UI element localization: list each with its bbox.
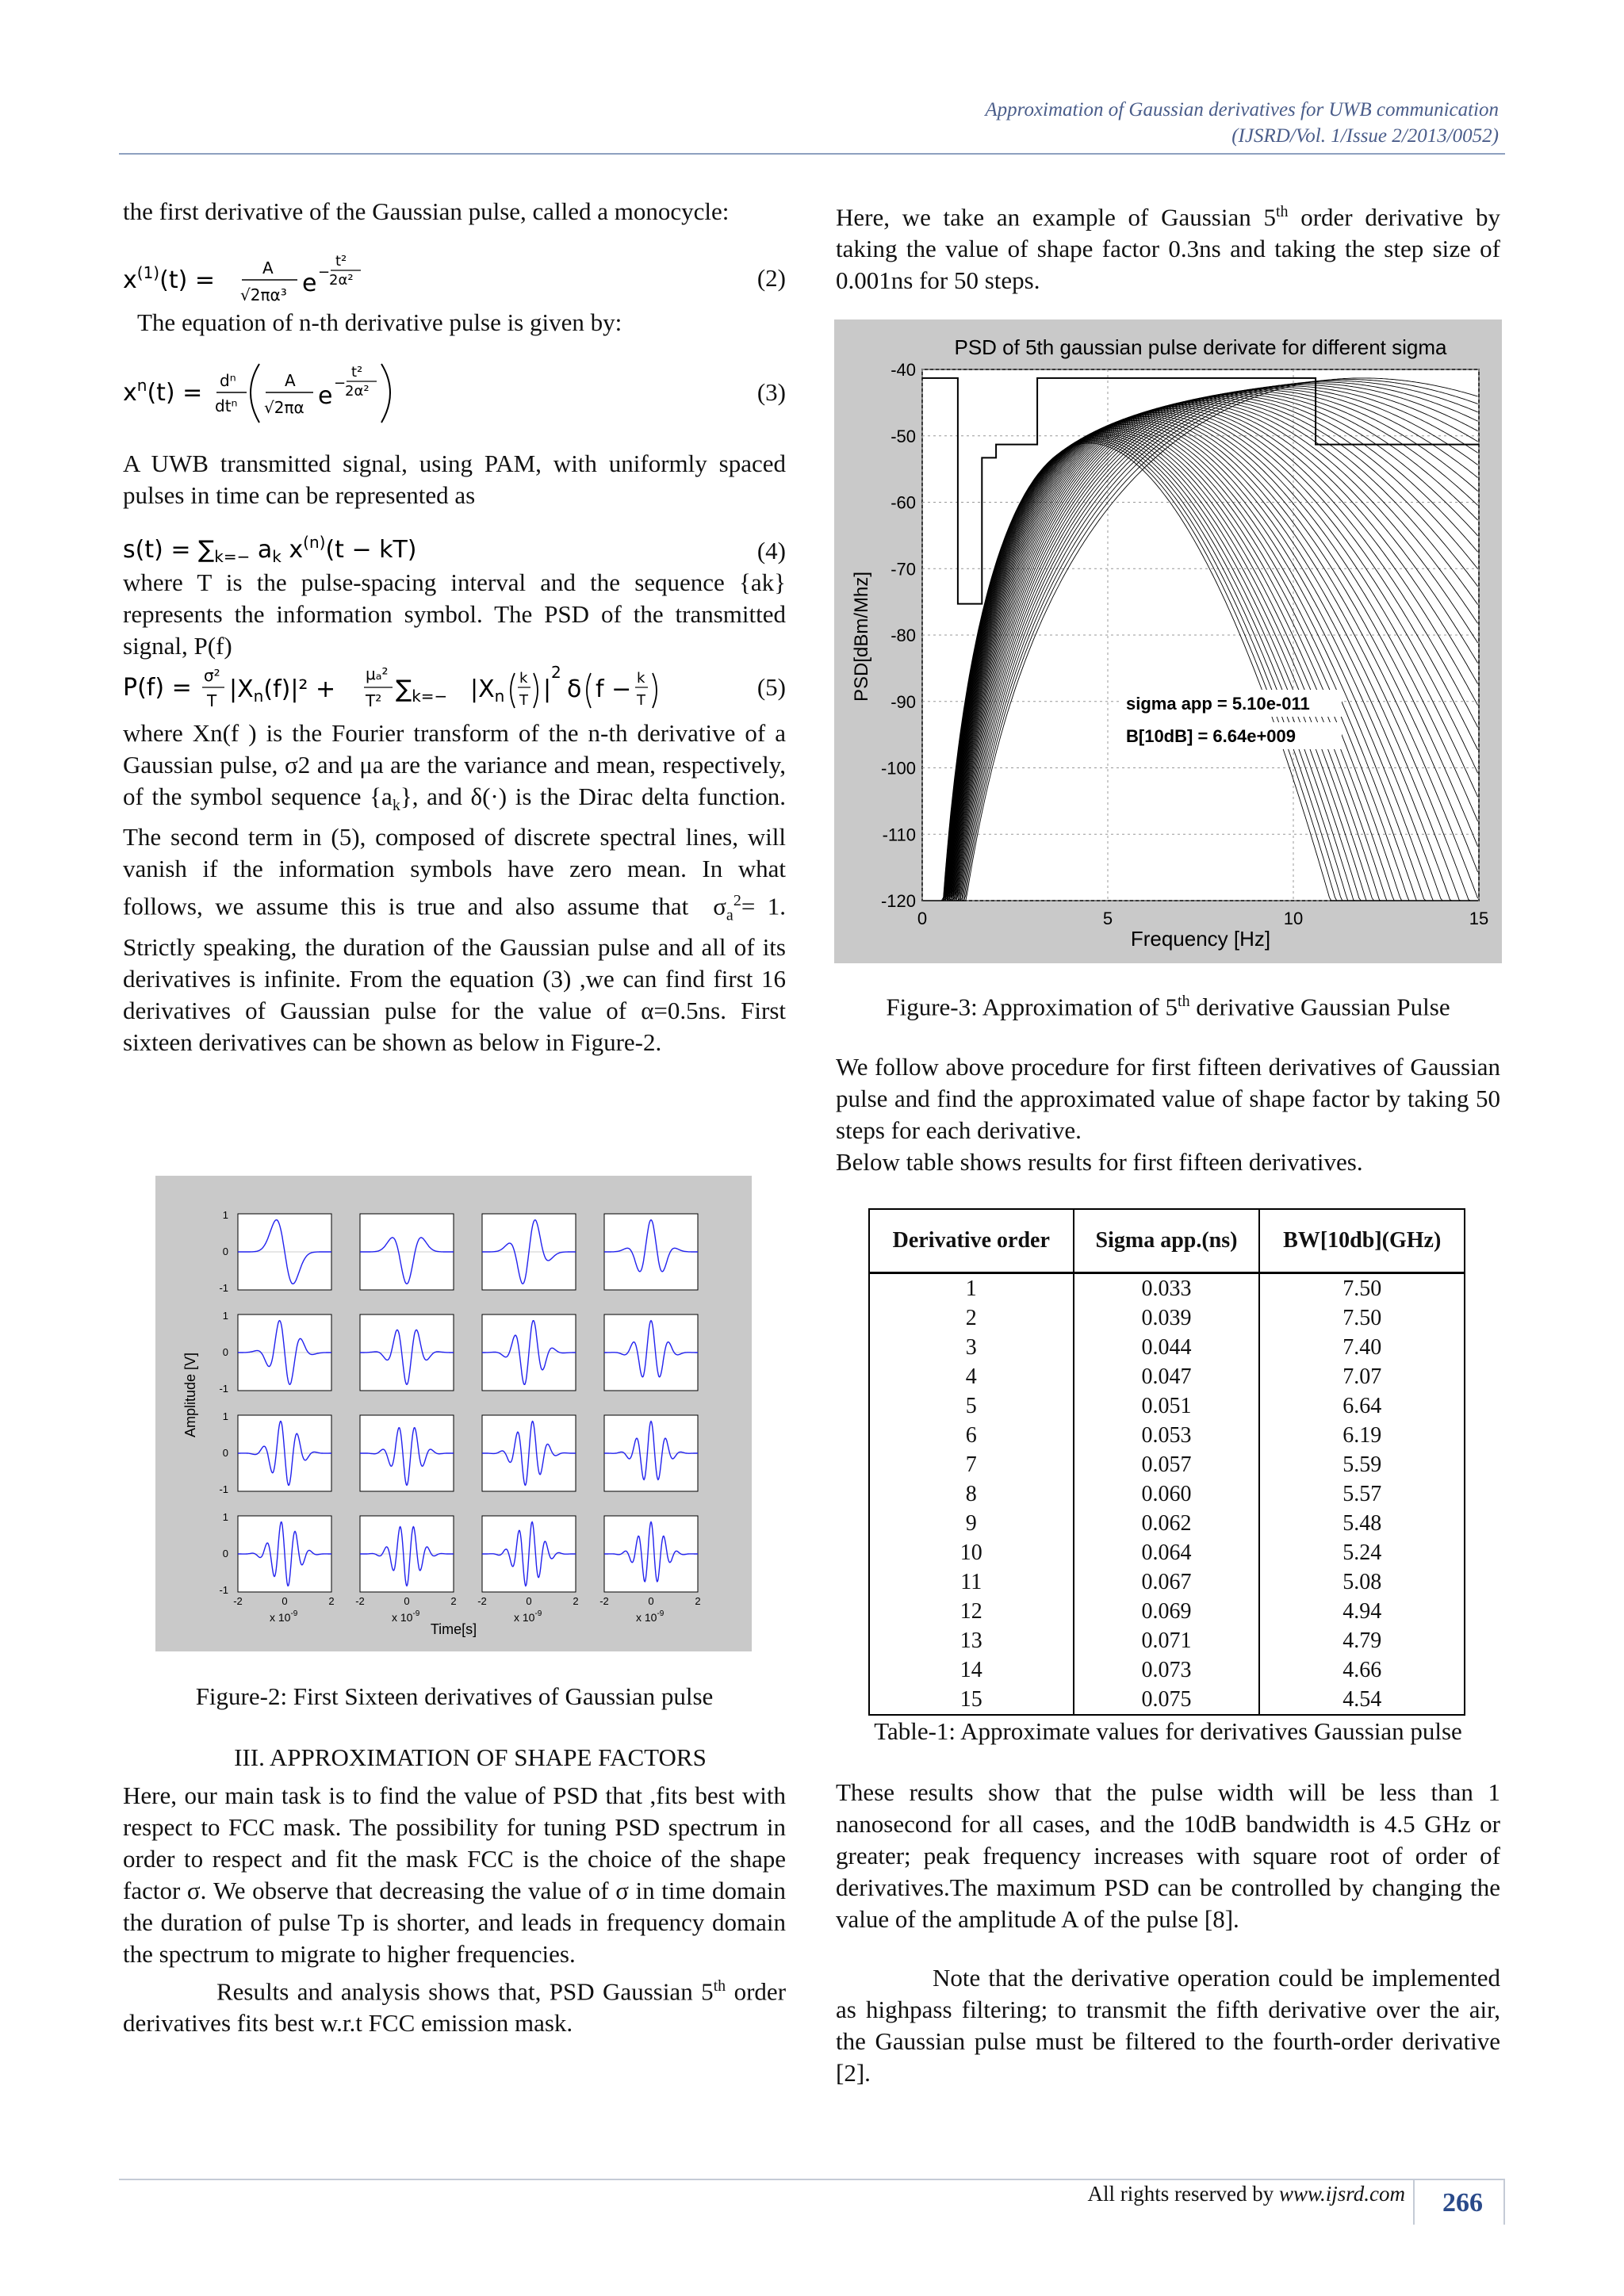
table-row [869,1597,1465,1626]
table-cell: 5.59 [1259,1450,1465,1479]
subplot-ytick-label: 1 [222,1511,228,1523]
left-column-lower [123,1742,786,2039]
table-cell: 0.044 [1074,1333,1260,1362]
table-cell: 7.07 [1259,1362,1465,1391]
table-cell: 10 [869,1538,1074,1567]
svg-text:σ²: σ² [204,666,220,685]
figure-3-ytick-label: -90 [891,691,916,712]
figure-3-title: PSD of 5th gaussian pulse derivate for different sigma [954,335,1447,359]
table-row [869,1567,1465,1597]
subplot-xtick-label: -2 [355,1595,365,1607]
table-row [869,1509,1465,1538]
svg-text:√2πα³: √2πα³ [240,285,287,304]
figure-2-plot [155,1176,752,1651]
equation-3-formula [123,354,456,430]
left-paragraph-6: Here, our main task is to find the value of PSD that ,fits best with respect to FCC mask. The possibility for tuning PSD spectrum in order to respect and fit the mask FCC is the choice of the shape factor σ. We observe that decreasing the value of σ in time domain the duration of pulse Tp is shorter, and leads in frequency domain the spectrum to migrate to higher frequencies. [123,1781,786,1968]
svg-text:|Xn: $|X_n$ [470,675,505,706]
svg-text:e: e [318,382,333,410]
svg-text:∑k=−: $\sum_{k=-}$ [396,675,448,706]
svg-text:x(1)(t) =: $x^{(1)}(t)$ = [123,263,215,294]
table-cell: 3 [869,1333,1074,1362]
table-cell: 13 [869,1626,1074,1655]
annotation-bandwidth: B[10dB] = 6.64e+009 [1126,726,1297,746]
table-cell: 15 [869,1685,1074,1715]
svg-text:−: − [334,375,347,392]
subplot-x-multiplier: x $10^{-9}$ [514,1609,542,1624]
subplot-x-multiplier-exp: -9 [657,1609,665,1618]
subplot-ytick-label: 1 [222,1209,228,1221]
page-number: 266 [1442,2188,1483,2218]
table-cell: 0.062 [1074,1509,1260,1538]
equation-5 [123,662,786,718]
figure-3-xtick-label: 15 [1469,909,1489,928]
subplot-xtick-label: 0 [526,1595,532,1607]
subplot-x-multiplier: x $10^{-9}$ [270,1609,298,1624]
svg-text:−: − [318,264,331,281]
svg-text:dtⁿ: dtⁿ [215,396,238,415]
table-cell: 0.047 [1074,1362,1260,1391]
svg-text:dⁿ: dⁿ [220,371,236,390]
table-row [869,1273,1465,1304]
svg-text:k: k [519,670,528,687]
footer-rights-text: All rights reserved by [1087,2182,1279,2206]
table-cell: 5.08 [1259,1567,1465,1597]
table-cell: 0.060 [1074,1479,1260,1509]
equation-5-formula [123,662,694,718]
figure-2-xlabel: Time[s] [430,1621,477,1637]
equation-4-number: (4) [756,537,786,564]
table-cell: 7.40 [1259,1333,1465,1362]
figure-3-ytick-label: -60 [891,492,916,513]
figure-3-ytick-label: -50 [891,426,916,446]
table-row [869,1333,1465,1362]
figure-3-ytick-label: -40 [891,360,916,380]
right-column-bottom [836,1777,1500,2089]
svg-text:A: A [262,258,274,277]
table-cell: 5 [869,1391,1074,1421]
equation-3-number: (3) [756,378,786,406]
table-cell: 6 [869,1421,1074,1450]
left-paragraph-7 [123,1970,786,2039]
figure-3-caption-b: derivative Gaussian Pulse [1189,993,1450,1021]
table-cell: 5.24 [1259,1538,1465,1567]
table-row [869,1626,1465,1655]
equation-4-formula [123,532,488,567]
subplot-xtick-label: 2 [695,1595,701,1607]
svg-text:T: T [519,692,528,709]
table-cell: 0.073 [1074,1655,1260,1685]
table-cell: 14 [869,1655,1074,1685]
table-cell: 12 [869,1597,1074,1626]
equation-5-number: (5) [756,673,786,701]
left-column [123,196,786,1058]
table-cell: 11 [869,1567,1074,1597]
right-paragraph-5: Note that the derivative operation could be implemented as highpass filtering; to transmit the fifth derivative over the air, the Gaussian pulse must be filtered to the fourth-order derivative [2]. [836,1964,1500,2087]
subplot-ytick-label: -1 [219,1383,228,1395]
table-row [869,1421,1465,1450]
left-paragraph-5a: where Xn(f ) is the Fourier transform of the n-th derivative of a Gaussian pulse, σ2 and μa are the variance and mean, respectively, of the symbol sequence {a [123,719,786,810]
table-header-cell: Derivative order [869,1209,1074,1273]
figure-3-ytick-label: -110 [882,825,916,845]
header-journal: (IJSRD/Vol. 1/Issue 2/2013/0052) [1231,125,1499,147]
right-paragraph-1 [836,196,1500,297]
figure-3-ytick-label: -120 [880,891,916,911]
svg-text:P(f) =: P(f) = [123,674,192,702]
table-cell: 4.94 [1259,1597,1465,1626]
figure-3-xtick-label: 0 [917,909,928,928]
svg-text:s(t) = ∑k=− ak x(n)(t − kT): $s(t) = \sum_{k=-}$ $a_k$ $x^{(n)}(t - kT)$ [123,533,417,566]
table-cell: 0.039 [1074,1303,1260,1333]
svg-text:2α²: 2α² [345,383,370,400]
equation-2 [123,250,786,307]
table-body [869,1273,1465,1716]
svg-text:|Xn(f)|² +: $|X_n(f)|^2$ + [229,675,336,706]
table-row [869,1362,1465,1391]
table-cell: 0.064 [1074,1538,1260,1567]
header-title: Approximation of Gaussian derivatives for UWB communication [985,99,1499,121]
svg-text:t²: t² [351,364,363,381]
table-cell: 2 [869,1303,1074,1333]
table-cell: 4.66 [1259,1655,1465,1685]
table-row [869,1685,1465,1715]
table-header-cell: Sigma app.(ns) [1074,1209,1260,1273]
left-paragraph-7b: order derivatives fits best w.r.t FCC emission mask. [123,1977,787,2038]
right-paragraph-3: Below table shows results for first fifteen derivatives. [836,1148,1363,1176]
left-paragraph-5: where Xn(f ) is the Fourier transform of the n-th derivative of a Gaussian pulse, σ2 and μa are the variance and mean, respectively, of the symbol sequence $\{a_k\}$, and δ(·) is the Dirac delta function. The second term in (5), composed of discrete spectral lines, will vanish if the information symbols have zero mean. In what follows, we assume this is true and also assume that $\sigma_a^2= 1$. Strictly speaking, the duration of the Gaussian pulse and all of its derivatives is infinite. From the equation (3) ,we can find first 16 derivatives of Gaussian pulse for the value of α=0.5ns. First sixteen derivatives can be shown as below in Figure-2. [123,719,786,1056]
equation-2-number: (2) [756,264,786,292]
table-row [869,1303,1465,1333]
figure-3-xtick-label: 10 [1283,909,1304,928]
annotation-sigma: sigma app = 5.10e-011 [1126,694,1310,714]
figure-3-caption [836,993,1500,1021]
svg-text:A: A [285,371,296,390]
table-cell: 4.79 [1259,1626,1465,1655]
subplot-x-multiplier: x $10^{-9}$ [392,1609,420,1624]
table-cell: 0.057 [1074,1450,1260,1479]
figure-3-ytick-label: -80 [891,626,916,645]
subplot-x-multiplier: x $10^{-9}$ [636,1609,665,1624]
subplot-xtick-label: 2 [450,1595,457,1607]
footer-rights [1088,2182,1405,2206]
table-cell: 8 [869,1479,1074,1509]
left-paragraph-7a: Results and analysis shows that, PSD Gaussian 5 [216,1977,714,2006]
table-cell: 5.57 [1259,1479,1465,1509]
left-paragraph-2: The equation of n-th derivative pulse is given by: [137,308,622,336]
right-paragraph-1a: Here, we take an example of Gaussian 5 [836,203,1276,232]
subplot-xtick-label: -2 [233,1595,243,1607]
subplot-xtick-label: -2 [599,1595,609,1607]
table-cell: 7.50 [1259,1273,1465,1304]
subplot-ytick-label: 0 [222,1246,228,1257]
table-cell: 0.071 [1074,1626,1260,1655]
table-cell: 0.069 [1074,1597,1260,1626]
footer-rule [119,2179,1505,2180]
table-cell: 7 [869,1450,1074,1479]
right-column-mid [836,1051,1500,1178]
left-paragraph-7-sup: th [713,1977,726,1995]
table-cell: 4 [869,1362,1074,1391]
right-paragraph-2: We follow above procedure for first fifteen derivatives of Gaussian pulse and find the approximated value of shape factor by taking 50 steps for each derivative. [836,1053,1500,1144]
subplot-ytick-label: -1 [219,1483,228,1495]
figure-3-xtick-label: 5 [1102,909,1113,928]
figure-3-caption-sup: th [1178,993,1190,1010]
figure-2-caption: Figure-2: First Sixteen derivatives of Gaussian pulse [195,1682,714,1710]
table-cell: 6.19 [1259,1421,1465,1450]
subplot-x-multiplier-exp: -9 [412,1609,420,1618]
subplot-ytick-label: 0 [222,1548,228,1559]
figure-3-xlabel: Frequency [Hz] [1130,927,1271,951]
table-cell: 0.051 [1074,1391,1260,1421]
figure-3-ytick-label: -70 [891,559,916,580]
table-cell: 9 [869,1509,1074,1538]
table-cell: 0.067 [1074,1567,1260,1597]
subplot-xtick-label: -2 [477,1595,487,1607]
svg-text:T²: T² [366,691,382,710]
svg-text:k: k [637,670,645,687]
left-paragraph-3: A UWB transmitted signal, using PAM, with uniformly spaced pulses in time can be represented as [123,450,786,509]
table-cell: 1 [869,1273,1074,1304]
section-title: III. APPROXIMATION OF SHAPE FACTORS [234,1743,707,1771]
svg-text:μₐ²: μₐ² [366,664,389,683]
left-paragraph-5b: }, and δ(·) is the Dirac delta function. The second term in (5), composed of discrete spectral lines, will vanish if the information symbols have zero mean. In what follows, we assume this is true and also assume that [123,783,786,920]
table-row [869,1655,1465,1685]
figure-3-ytick-label: -100 [880,758,916,779]
equation-2-formula [123,250,456,307]
figure-2-ylabel: Amplitude [V] [182,1352,198,1437]
subplot-xtick-label: 2 [573,1595,579,1607]
left-paragraph-1: the first derivative of the Gaussian pulse, called a monocycle: [123,197,730,225]
left-paragraph-5c: = 1. Strictly speaking, the duration of the Gaussian pulse and all of its derivatives is infinite. From the equation (3) ,we can find first 16 derivatives of Gaussian pulse for the value of α=0.5ns. First sixteen derivatives can be shown as below in Figure-2. [123,892,786,1056]
figure-3-caption-a: Figure-3: Approximation of 5 [886,993,1178,1021]
svg-text:|: | [543,675,552,703]
svg-text:e: e [302,270,317,297]
subplot-ytick-label: -1 [219,1282,228,1294]
figure-3-ylabel: PSD[dBm/Mhz] [851,571,872,702]
table-row [869,1538,1465,1567]
svg-text:T: T [637,692,645,709]
subplot-x-multiplier-exp: -9 [534,1609,542,1618]
left-paragraph-4: where T is the pulse-spacing interval and the sequence {ak} represents the information symbol. The PSD of the transmitted signal, P(f) [123,568,786,660]
equation-4 [123,532,786,567]
svg-text:δ: δ [567,675,582,703]
subplot-ytick-label: 1 [222,1310,228,1322]
right-paragraph-1-sup: th [1275,203,1289,220]
svg-text:t²: t² [335,253,347,270]
svg-text:T: T [207,691,217,710]
right-paragraph-4: These results show that the pulse width will be less than 1 nanosecond for all cases, and the 10dB bandwidth is 4.5 GHz or greater; peak frequency increases with square root of order of derivatives.The maximum PSD can be controlled by changing the value of the amplitude A of the pulse [8]. [836,1778,1500,1933]
svg-text:√2πα: √2πα [264,398,304,417]
table-cell: 0.075 [1074,1685,1260,1715]
subplot-xtick-label: 0 [282,1595,288,1607]
subplot-ytick-label: 1 [222,1410,228,1422]
running-header [985,97,1499,149]
table-cell: 0.053 [1074,1421,1260,1450]
svg-text:2: 2 [551,663,561,682]
results-table [868,1208,1465,1716]
subplot-xtick-label: 0 [404,1595,410,1607]
table-header-cell: BW[10db](GHz) [1259,1209,1465,1273]
subplot-ytick-label: -1 [219,1584,228,1596]
table-cell: 0.033 [1074,1273,1260,1304]
subplot-ytick-label: 0 [222,1447,228,1459]
footer-site[interactable]: www.ijsrd.com [1278,2182,1405,2206]
table-header-row [869,1209,1465,1273]
subplot-xtick-label: 2 [328,1595,335,1607]
table-cell: 5.48 [1259,1509,1465,1538]
table-row [869,1450,1465,1479]
table-cell: 7.50 [1259,1303,1465,1333]
table-row [869,1391,1465,1421]
svg-text:f −: f − [596,675,632,703]
table-row [869,1479,1465,1509]
subplot-xtick-label: 0 [648,1595,654,1607]
table-cell: 6.64 [1259,1391,1465,1421]
svg-text:2α²: 2α² [329,272,354,289]
subplot-x-multiplier-exp: -9 [290,1609,298,1618]
table-1-caption: Table-1: Approximate values for derivatives Gaussian pulse [874,1717,1462,1745]
right-paragraph-1b: order derivative by taking the value of shape factor 0.3ns and taking the step size of 0.001ns for 50 steps. [836,203,1500,295]
subplot-ytick-label: 0 [222,1346,228,1358]
svg-text:xn(t) =: $x^n(t)$ = [123,376,203,407]
figure-3-plot [834,320,1502,963]
right-column-top [836,196,1500,297]
header-rule [119,153,1505,155]
equation-3 [123,354,786,430]
table-cell: 4.54 [1259,1685,1465,1715]
